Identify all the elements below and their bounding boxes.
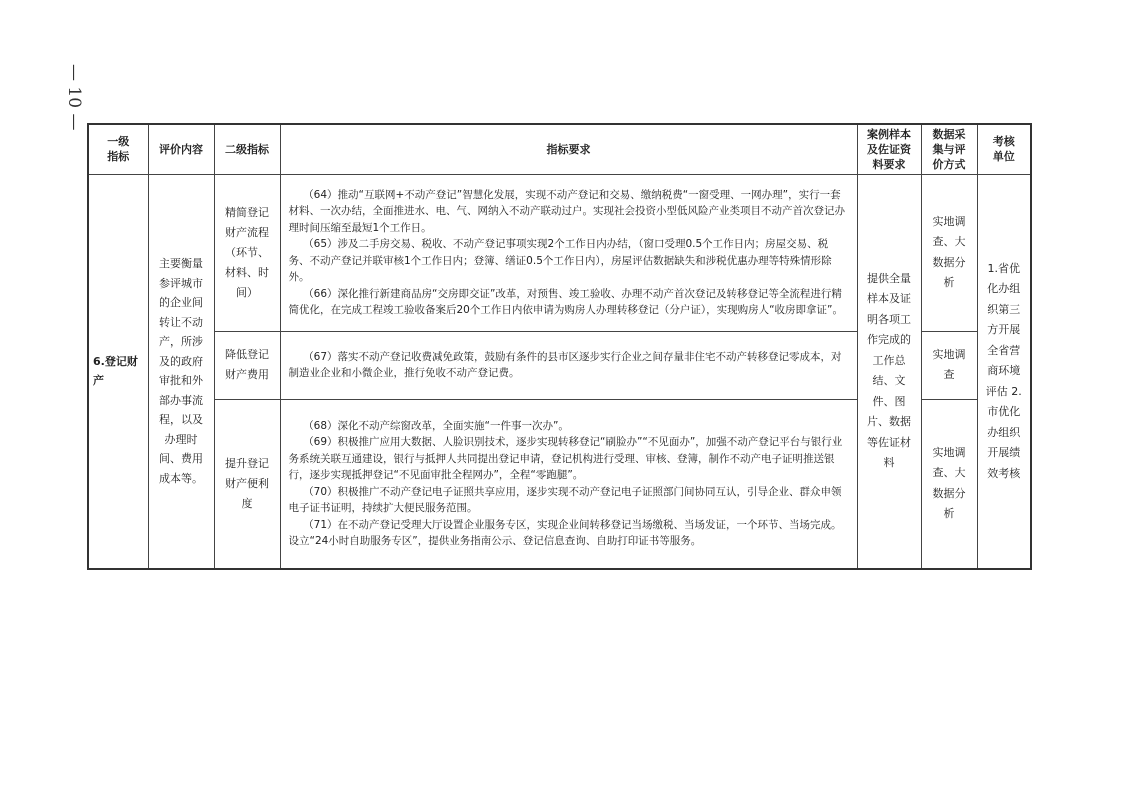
requirement-cell xyxy=(280,331,857,399)
unit-cell: 1.省优化办组织第三方开展全省营商环境评估 2.市优化办组织开展绩效考核 xyxy=(977,174,1031,569)
level2-cell: 降低登记财产费用 xyxy=(214,331,280,399)
indicator-table xyxy=(87,123,1032,570)
header-collection: 数据采集与评价方式 xyxy=(921,124,977,174)
requirement-item: （68）深化不动产综窗改革，全面实施“一件事一次办”。 xyxy=(303,419,569,432)
content-cell: 主要衡量参评城市的企业间转让不动产，所涉及的政府审批和外部办事流程，以及办理时间、费用成本等。 xyxy=(148,174,214,569)
requirement-item: （69）积极推广应用大数据、人脸识别技术，逐步实现转移登记“刷脸办”“不见面办”，加强不动产登记平台与银行业务系统关联互通建设，银行与抵押人共同提出登记申请，登记机构进行受理、审核、登簿，制作不动产电子证明推送银行，逐步实现抵押登记“不见面审批全程网办”，全程“零跑腿”。 xyxy=(288,436,843,482)
requirement-item: （65）涉及二手房交易、税收、不动产登记事项实现2个工作日内办结，（窗口受理0.5个工作日内；房屋交易、税务、不动产登记并联审核1个工作日内；登簿、缮证0.5个工作日内），房屋评估数据缺失和涉税优惠办理等特殊情形除外。 xyxy=(288,238,832,283)
requirement-cell xyxy=(280,174,857,331)
header-level2: 二级指标 xyxy=(214,124,280,174)
method-cell: 实地调查、大数据分析 xyxy=(921,174,977,331)
level2-cell: 提升登记财产便利度 xyxy=(214,399,280,569)
requirement-item: （66）深化推行新建商品房“交房即交证”改革，对预售、竣工验收、办理不动产首次登记及转移登记等全流程进行精简优化，在完成工程竣工验收备案后20个工作日内依申请为购房人办理转移登记（分户证），实现购房人“收房即拿证”。 xyxy=(288,287,843,316)
method-cell: 实地调查、大数据分析 xyxy=(921,399,977,569)
level1-cell: 6.登记财产 xyxy=(88,174,148,569)
header-level1: 一级指标 xyxy=(88,124,148,174)
level2-cell: 精简登记财产流程（环节、材料、时间） xyxy=(214,174,280,331)
page-number: — 10 — xyxy=(64,64,84,131)
header-materials: 案例样本及佐证资料要求 xyxy=(857,124,921,174)
requirement-cell xyxy=(280,399,857,569)
table-header-row xyxy=(88,124,1031,174)
requirement-item: （71）在不动产登记受理大厅设置企业服务专区，实现企业间转移登记当场缴税、当场发证，一个环节、当场完成。设立“24小时自助服务专区”，提供业务指南公示、登记信息查询、自助打印证书等服务。 xyxy=(288,518,842,548)
table-row xyxy=(88,174,1031,331)
header-unit: 考核单位 xyxy=(977,124,1031,174)
requirement-item: （64）推动“互联网+不动产登记”智慧化发展，实现不动产登记和交易、缴纳税费“一窗受理、一网办理”，实行一套材料、一次办结，全面推进水、电、气、网纳入不动产联动过户。实现社会投资小型低风险产业类项目不动产首次登记办理时间压缩至最短1个工作日。 xyxy=(288,188,845,234)
requirement-item: （67）落实不动产登记收费减免政策，鼓励有条件的县市区逐步实行企业之间存量非住宅不动产转移登记零成本，对制造业企业和小微企业，推行免收不动产登记费。 xyxy=(288,350,842,379)
header-content: 评价内容 xyxy=(148,124,214,174)
materials-cell: 提供全量样本及证明各项工作完成的工作总结、文件、图片、数据等佐证材料 xyxy=(857,174,921,569)
method-cell: 实地调查 xyxy=(921,331,977,399)
header-requirement: 指标要求 xyxy=(280,124,857,174)
requirement-item: （70）积极推广不动产登记电子证照共享应用，逐步实现不动产登记电子证照部门间协同互认，引导企业、群众申领电子证书证明，持续扩大便民服务范围。 xyxy=(288,485,842,515)
